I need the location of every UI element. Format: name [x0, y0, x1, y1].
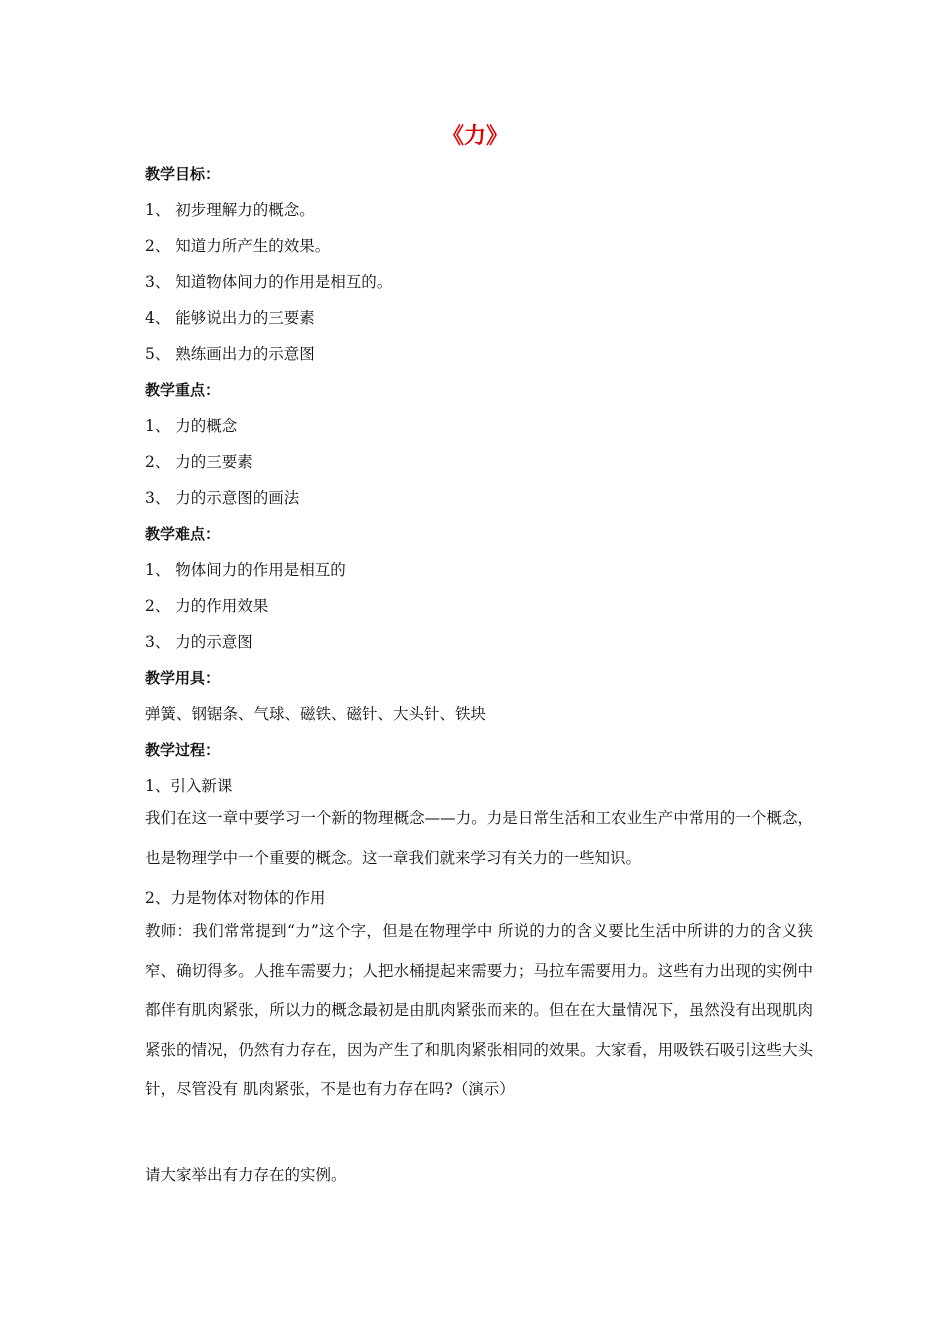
process-step-paragraph: 教师：我们常常提到“力”这个字，但是在物理学中 所说的力的含义要比生活中所讲的力的含义狭窄、确切得多。人推车需要力；人把水桶提起来需要力；马拉车需要用力。这些有力出现的实例中都伴有肌肉紧张，所以力的概念最初是由肌肉紧张而来的。但在在大量情况下，虽然没有出现肌肉紧张的情况，仍然有力存在，因为产生了和肌肉紧张相同的效果。大家看，用吸铁石吸引这些大头针，尽管没有 肌肉紧张，不是也有力存在吗?（演示）	[145, 922, 813, 1099]
difficulty-item: 2、 力的作用效果	[145, 597, 269, 615]
document-title: 《力》	[441, 123, 508, 149]
process-prompt: 请大家举出有力存在的实例。	[145, 1166, 347, 1184]
key-point-item: 3、 力的示意图的画法	[145, 489, 300, 507]
process-heading: 教学过程：	[145, 741, 221, 759]
key-points-heading: 教学重点：	[145, 381, 221, 399]
process-step-title: 1、引入新课	[145, 777, 233, 795]
difficulties-heading: 教学难点：	[145, 525, 221, 543]
process-step-paragraph: 我们在这一章中要学习一个新的物理概念——力。力是日常生活和工农业生产中常用的一个概念，也是物理学中一个重要的概念。这一章我们就来学习有关力的一些知识。	[145, 809, 813, 867]
key-point-item: 2、 力的三要素	[145, 453, 253, 471]
objectives-heading: 教学目标：	[145, 165, 221, 183]
objective-item: 1、 初步理解力的概念。	[145, 201, 315, 219]
key-point-item: 1、 力的概念	[145, 417, 238, 435]
objective-item: 2、 知道力所产生的效果。	[145, 237, 331, 255]
objective-item: 3、 知道物体间力的作用是相互的。	[145, 273, 393, 291]
objective-item: 5、 熟练画出力的示意图	[145, 345, 315, 363]
tools-heading: 教学用具：	[145, 669, 221, 687]
tools-list: 弹簧、钢锯条、气球、磁铁、磁针、大头针、铁块	[145, 705, 487, 723]
objective-item: 4、 能够说出力的三要素	[145, 309, 315, 327]
difficulty-item: 3、 力的示意图	[145, 633, 253, 651]
difficulty-item: 1、 物体间力的作用是相互的	[145, 561, 346, 579]
process-step-title: 2、力是物体对物体的作用	[145, 889, 326, 907]
